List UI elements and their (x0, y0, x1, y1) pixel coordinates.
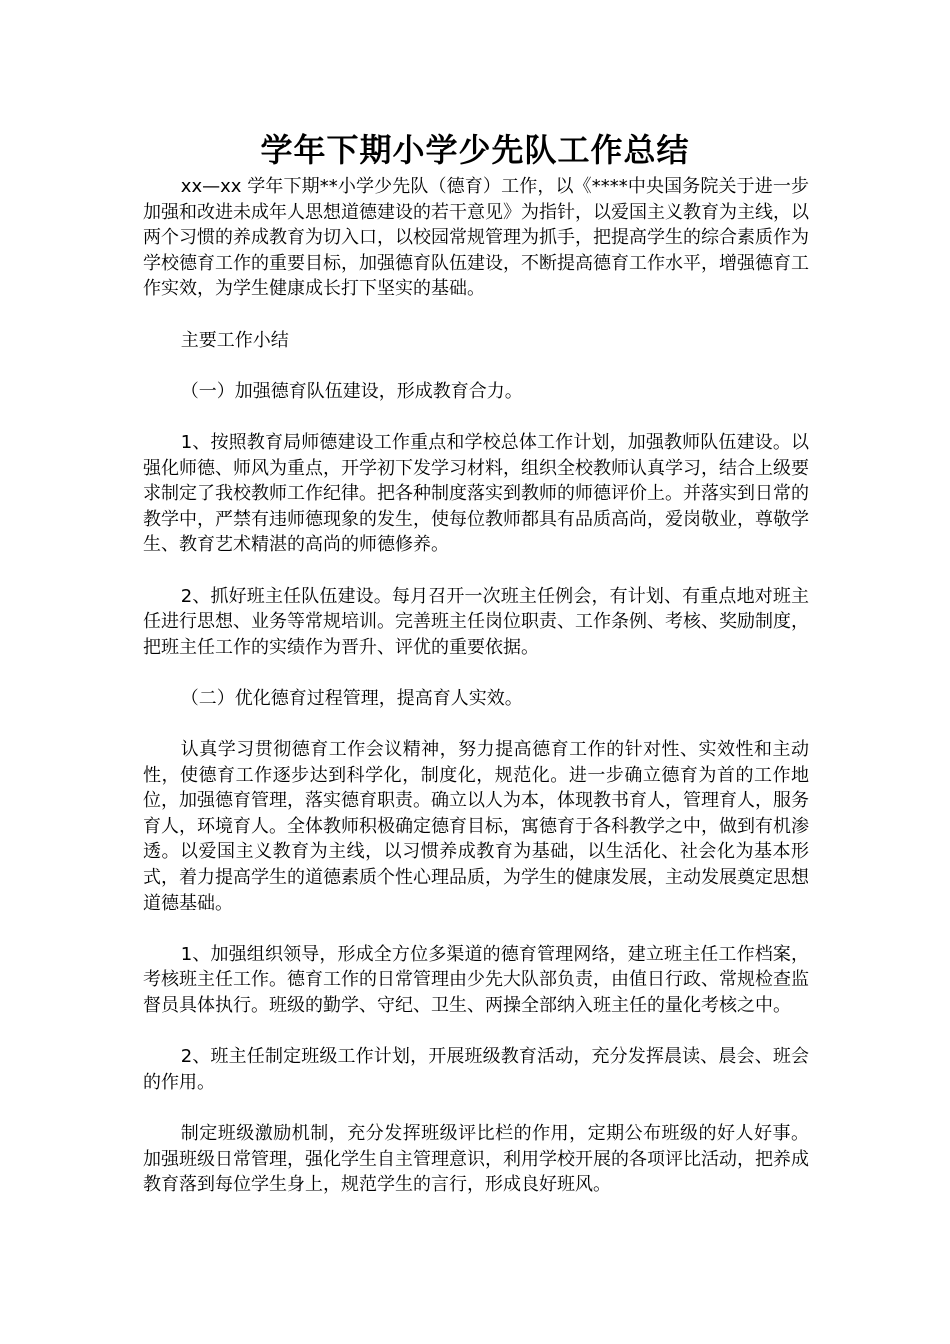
paragraph-moral-education: 认真学习贯彻德育工作会议精神，努力提高德育工作的针对性、实效性和主动性，使德育工作逐步达到科学化，制度化，规范化。进一步确立德育为首的工作地位，加强德育管理，落实德育职责。确立以人为本，体现教书育人，管理育人，服务育人，环境育人。全体教师积极确定德育目标，寓德育于各科教学之中，做到有机渗透。以爱国主义教育为主线，以习惯养成教育为基础，以生活化、社会化为基本形式，着力提高学生的道德素质个性心理品质，为学生的健康发展，主动发展奠定思想道德基础。 (143, 739, 809, 914)
paragraph-class-plan: 2、班主任制定班级工作计划，开展班级教育活动，充分发挥晨读、晨会、班会的作用。 (143, 1046, 809, 1093)
section-heading-2: （二）优化德育过程管理，提高育人实效。 (180, 687, 523, 709)
section-heading-summary: 主要工作小结 (180, 329, 289, 351)
paragraph-organization: 1、加强组织领导，形成全方位多渠道的德育管理网络，建立班主任工作档案，考核班主任工作。德育工作的日常管理由少先大队部负责，由值日行政、常规检查监督员具体执行。班级的勤学、守纪、卫生、两操全部纳入班主任的量化考核之中。 (143, 943, 809, 1016)
section-heading-1: （一）加强德育队伍建设，形成教育合力。 (180, 380, 523, 402)
intro-paragraph: xx—xx 学年下期**小学少先队（德育）工作，以《****中央国务院关于进一步加强和改进未成年人思想道德建设的若干意见》为指针，以爱国主义教育为主线，以两个习惯的养成教育为切入口，以校园常规管理为抓手，把提高学生的综合素质作为学校德育工作的重要目标，加强德育队伍建设，不断提高德育工作水平，增强德育工作实效，为学生健康成长打下坚实的基础。 (143, 176, 809, 300)
paragraph-teacher-ethics: 1、按照教育局师德建设工作重点和学校总体工作计划，加强教师队伍建设。以强化师德、师风为重点，开学初下发学习材料，组织全校教师认真学习，结合上级要求制定了我校教师工作纪律。把各种制度落实到教师的师德评价上。并落实到日常的教学中，严禁有违师德现象的发生，使每位教师都具有品质高尚，爱岗敬业，尊敬学生、教育艺术精湛的高尚的师德修养。 (143, 431, 809, 556)
document-body (143, 174, 809, 1198)
document-title: 学年下期小学少先队工作总结 (260, 131, 690, 169)
paragraph-class-incentive: 制定班级激励机制，充分发挥班级评比栏的作用，定期公布班级的好人好事。加强班级日常管理，强化学生自主管理意识，利用学校开展的各项评比活动，把养成教育落到每位学生身上，规范学生的言行，形成良好班风。 (143, 1122, 809, 1196)
paragraph-head-teacher-team: 2、抓好班主任队伍建设。每月召开一次班主任例会，有计划、有重点地对班主任进行思想、业务等常规培训。完善班主任岗位职责、工作条例、考核、奖励制度，把班主任工作的实绩作为晋升、评优的重要依据。 (143, 585, 809, 658)
